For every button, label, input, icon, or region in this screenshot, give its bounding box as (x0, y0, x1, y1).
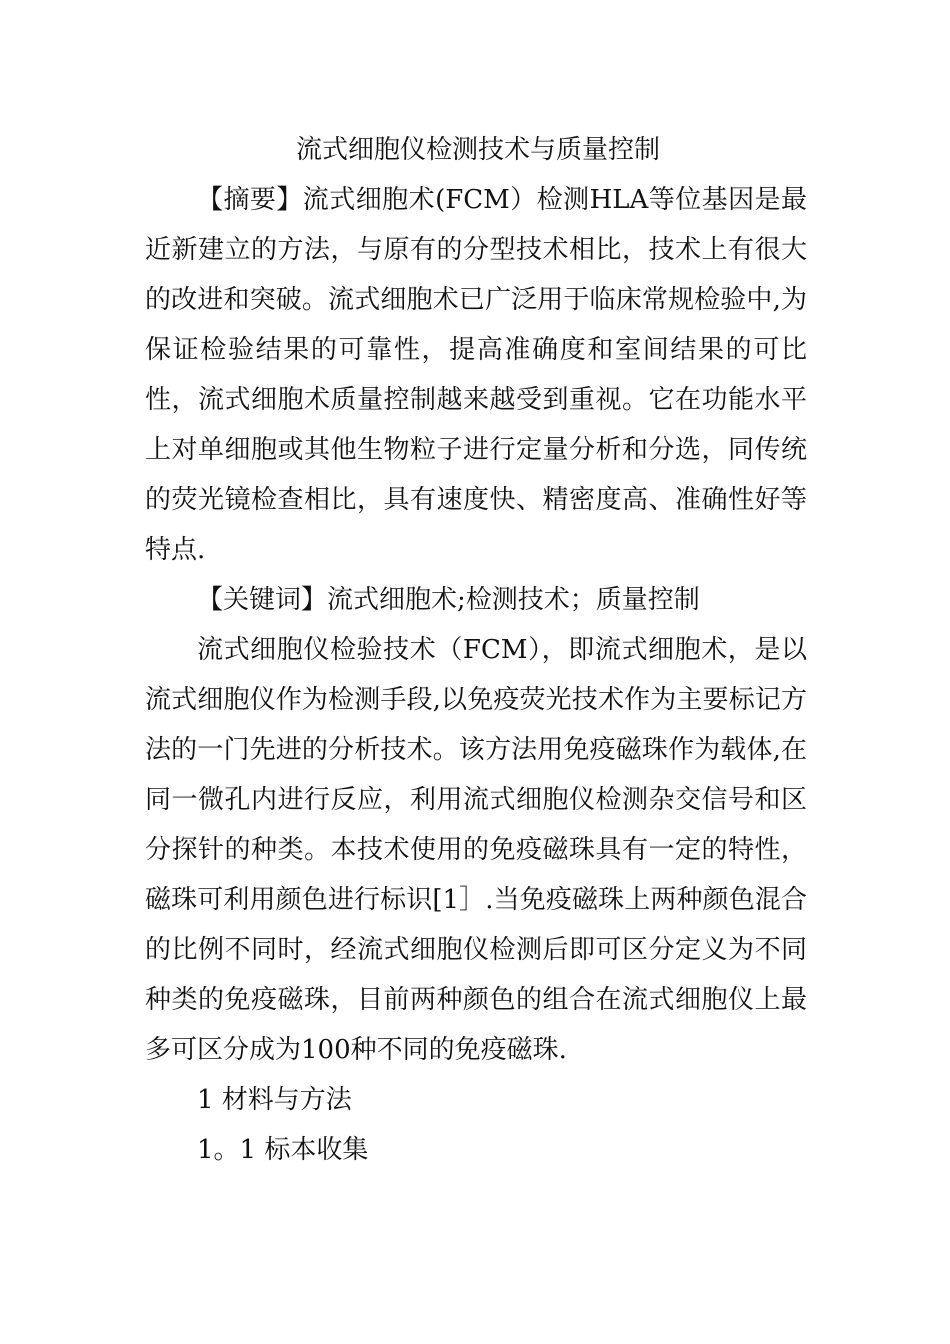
document-body (145, 125, 807, 1175)
intro-paragraph: 流式细胞仪检验技术（FCM），即流式细胞术，是以流式细胞仪作为检测手段,以免疫荧光技术作为主要标记方法的一门先进的分析技术。该方法用免疫磁珠作为载体,在同一微孔内进行反应，利用流式细胞仪检测杂交信号和区分探针的种类。本技术使用的免疫磁珠具有一定的特性，磁珠可利用颜色进行标识[1］.当免疫磁珠上两种颜色混合的比例不同时，经流式细胞仪检测后即可区分定义为不同种类的免疫磁珠，目前两种颜色的组合在流式细胞仪上最多可区分成为100种不同的免疫磁珠. (145, 635, 807, 1065)
section-heading-materials-methods: 1 材料与方法 (197, 1085, 352, 1115)
keywords-paragraph: 【关键词】流式细胞术;检测技术；质量控制 (197, 585, 700, 615)
subsection-heading-sample-collection: 1。1 标本收集 (197, 1135, 369, 1165)
abstract-paragraph: 【摘要】流式细胞术(FCM）检测HLA等位基因是最近新建立的方法，与原有的分型技术相比，技术上有很大的改进和突破。流式细胞术已广泛用于临床常规检验中,为保证检验结果的可靠性，提高准确度和室间结果的可比性，流式细胞术质量控制越来越受到重视。它在功能水平上对单细胞或其他生物粒子进行定量分析和分选，同传统的荧光镜检查相比，具有速度快、精密度高、准确性好等特点. (145, 185, 807, 565)
document-title: 流式细胞仪检测技术与质量控制 (295, 135, 660, 165)
